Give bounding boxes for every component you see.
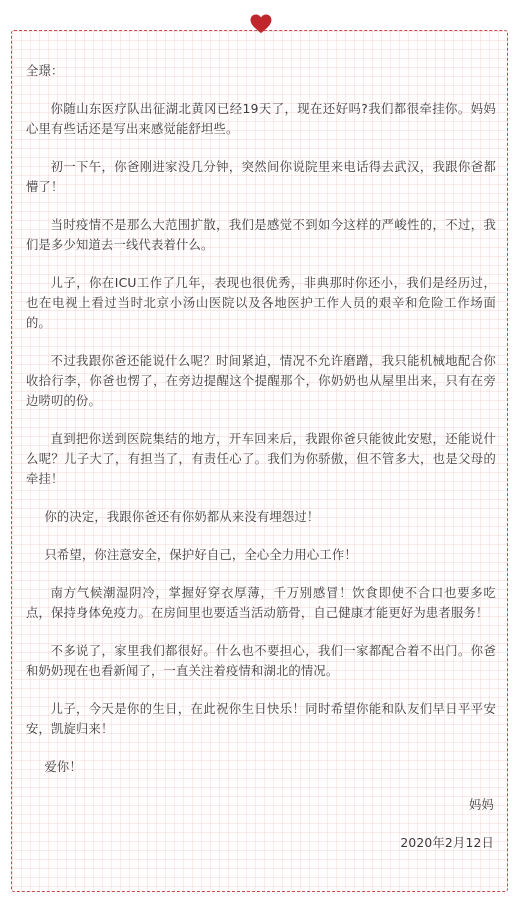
letter-date: 2020年2月12日	[400, 836, 494, 850]
letter-paragraph: 你的决定，我跟你爸还有你奶都从来没有埋怨过！	[44, 510, 320, 524]
letter-greeting: 全璟：	[26, 64, 64, 78]
letter-closing: 爱你！	[44, 760, 82, 774]
heart-icon	[250, 14, 272, 36]
letter-paragraph: 儿子，今天是你的生日，在此祝你生日快乐！同时希望你能和队友们早日平平安安，凯旋归来！	[26, 702, 496, 736]
letter-paragraph: 初一下午，你爸刚进家没几分钟，突然间你说院里来电话得去武汉，我跟你爸都懵了！	[26, 160, 496, 194]
letter-paragraph: 不多说了，家里我们都很好。什么也不要担心，我们一家都配合着不出门。你爸和奶奶现在也看新闻了，一直关注着疫情和湖北的情况。	[26, 644, 496, 678]
letter-paragraph: 不过我跟你爸还能说什么呢？时间紧迫，情况不允许磨蹭，我只能机械地配合你收拾行李，你爸也愣了，在旁边提醒这个提醒那个，你奶奶也从屋里出来，只有在旁边唠叨的份。	[26, 354, 496, 408]
letter-paragraph: 儿子，你在ICU工作了几年，表现也很优秀，非典那时你还小，我们是经历过，也在电视上看过当时北京小汤山医院以及各地医护工作人员的艰辛和危险工作场面的。	[26, 276, 496, 330]
letter-paragraph: 你随山东医疗队出征湖北黄冈已经19天了，现在还好吗?我们都很牵挂你。妈妈心里有些话还是写出来感觉能舒坦些。	[26, 102, 496, 136]
letter-paragraph: 只希望，你注意安全，保护好自己，全心全力用心工作！	[44, 548, 357, 562]
letter-paragraph: 当时疫情不是那么大范围扩散，我们是感觉不到如今这样的严峻性的，不过，我们是多少知道去一线代表着什么。	[26, 218, 496, 252]
letter-body	[26, 53, 496, 853]
letter-paragraph: 南方气候潮湿阴冷，掌握好穿衣厚薄，千万别感冒！饮食即使不合口也要多吃点，保持身体免疫力。在房间里也要适当活动筋骨，自己健康才能更好为患者服务！	[26, 586, 496, 620]
letter-paragraph: 直到把你送到医院集结的地方，开车回来后，我跟你爸只能彼此安慰，还能说什么呢？儿子大了，有担当了，有责任心了。我们为你骄傲，但不管多大，也是父母的牵挂！	[26, 432, 496, 486]
letter-signature: 妈妈	[469, 798, 494, 812]
